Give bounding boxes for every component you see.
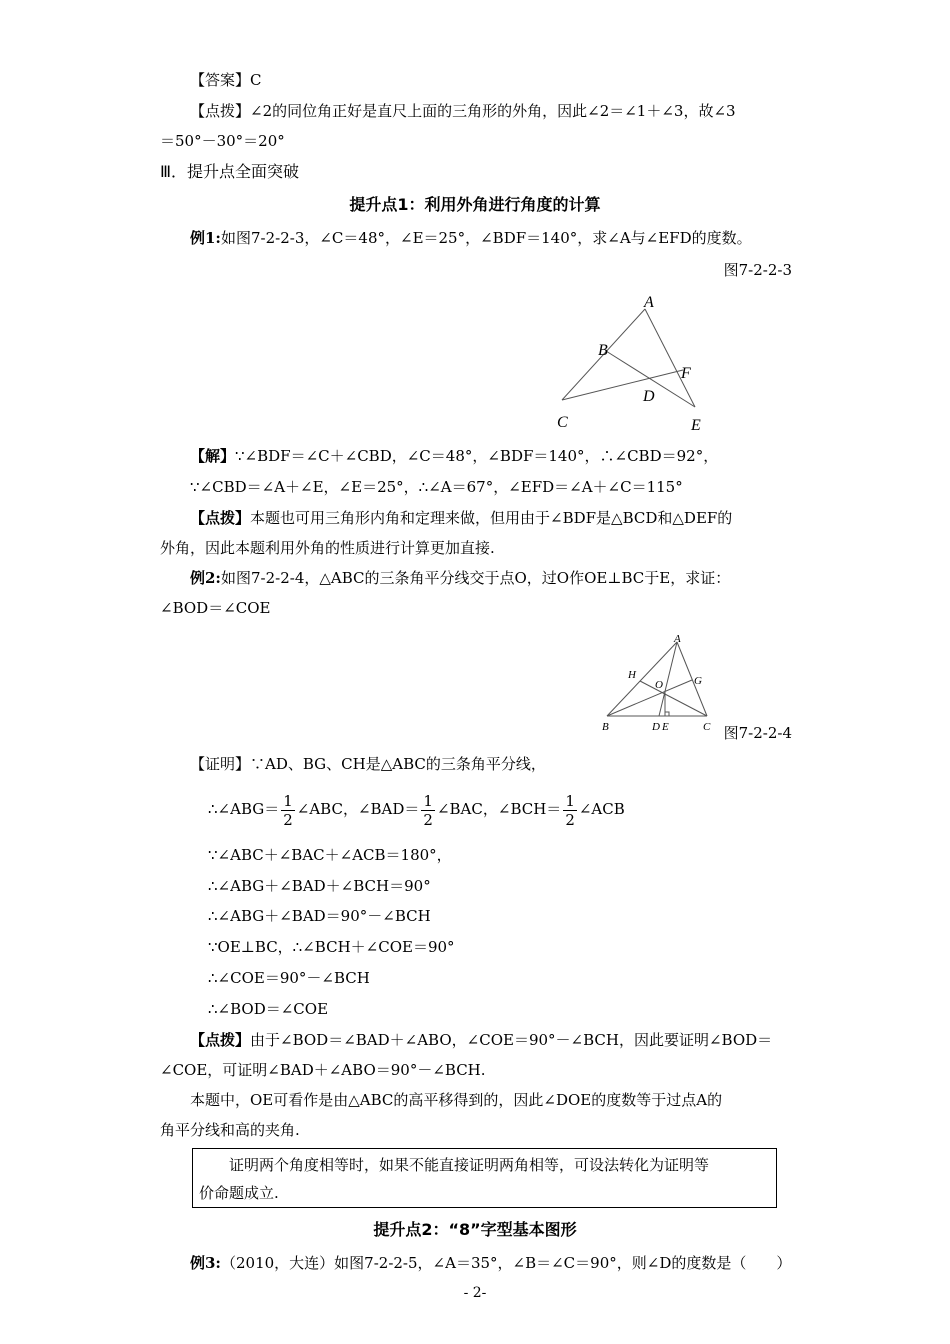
proof-line6: ∵OE⊥BC，∴∠BCH＋∠COE＝90° (208, 938, 455, 956)
example3-line: 例3:（2010，大连）如图7-2-2-5，∠A＝35°，∠B＝∠C＝90°，则∠D的度数是（ ） (190, 1254, 792, 1272)
boxed-note-line1: 证明两个角度相等时，如果不能直接证明两角相等，可设法转化为证明等 (229, 1156, 710, 1174)
fig1-label-D: D (643, 388, 655, 405)
tip2-label: 【点拨】 (190, 509, 251, 527)
figure-7-2-2-4 (595, 628, 725, 738)
fraction-half-2: $\frac{1}{2}$ (423, 791, 433, 829)
proof-line4: ∴∠ABG＋∠BAD＋∠BCH＝90° (208, 877, 431, 895)
example1-label: 例1: (190, 229, 221, 247)
example3-label: 例3: (190, 1254, 221, 1272)
tip2-line2: 外角，因此本题利用外角的性质进行计算更加直接. (160, 539, 495, 557)
example1-fig-caption: 图7-2-2-3 (723, 261, 792, 279)
solution1-line1: 【解】∵∠BDF＝∠C＋∠CBD，∠C＝48°，∠BDF＝140°，∴∠CBD＝92°， (190, 447, 719, 465)
proof-line3: ∵∠ABC＋∠BAC＋∠ACB＝180°， (208, 846, 452, 864)
fig1-label-C: C (557, 414, 568, 431)
fig2-label-B: B (602, 721, 609, 733)
answer-value: C (250, 71, 262, 89)
page-number: - 2- (463, 1285, 487, 1301)
boxed-note (192, 1148, 777, 1208)
point1-title: 提升点1：利用外角进行角度的计算 (349, 195, 601, 214)
line-AC (677, 642, 707, 716)
line-AB (607, 642, 677, 716)
fraction-half-1: $\frac{1}{2}$ (283, 791, 293, 829)
fig2-label-E: E (662, 721, 669, 733)
fraction-half-3: $\frac{1}{2}$ (565, 791, 575, 829)
example2-label: 例2: (190, 569, 221, 587)
section-title: Ⅲ．提升点全面突破 (160, 162, 300, 181)
fig2-label-G: G (694, 675, 702, 687)
figure-7-2-2-3 (550, 285, 720, 435)
fig2-label-H: H (628, 669, 636, 681)
tip1-line1: 【点拨】∠2的同位角正好是直尺上面的三角形的外角，因此∠2＝∠1＋∠3，故∠3 (190, 102, 736, 120)
fig1-label-E: E (691, 417, 701, 434)
proof-line5: ∴∠ABG＋∠BAD＝90°－∠BCH (208, 907, 431, 925)
answer-label: 【答案】 (190, 71, 251, 89)
remark-line1: 本题中，OE可看作是由△ABC的高平移得到的，因此∠DOE的度数等于过点A的 (190, 1091, 723, 1109)
tip3-line2: ∠COE，可证明∠BAD＋∠ABO＝90°－∠BCH. (160, 1061, 486, 1079)
fig1-label-A: A (644, 294, 654, 311)
solution1-label: 【解】 (190, 447, 236, 465)
proof-label: 【证明】 (190, 755, 251, 773)
example2-line1: 例2:如图7-2-2-4，△ABC的三条角平分线交于点O，过O作OE⊥BC于E，求证： (190, 569, 731, 587)
tip2-line1: 【点拨】本题也可用三角形内角和定理来做，但用由于∠BDF是△BCD和△DEF的 (190, 509, 733, 527)
tip3-line1: 【点拨】由于∠BOD＝∠BAD＋∠ABO，∠COE＝90°－∠BCH，因此要证明∠BOD＝ (190, 1031, 773, 1049)
fig2-label-D: D (652, 721, 660, 733)
proof-line1: 【证明】∵AD、BG、CH是△ABC的三条角平分线， (190, 755, 546, 773)
proof-line7: ∴∠COE＝90°－∠BCH (208, 969, 370, 987)
fig2-label-O: O (655, 679, 663, 691)
line-CF (562, 370, 683, 400)
remark-line2: 角平分线和高的夹角. (160, 1121, 300, 1139)
fig2-label-C: C (703, 721, 711, 733)
tip3-label: 【点拨】 (190, 1031, 251, 1049)
proof-line8: ∴∠BOD＝∠COE (208, 1000, 329, 1018)
tip1-label: 【点拨】 (190, 102, 251, 120)
boxed-note-line2: 价命题成立. (199, 1184, 279, 1202)
fig2-label-A: A (674, 633, 681, 645)
proof-line2: ∴∠ABG＝ $\frac{1}{2}$ ∠ABC，∠BAD＝ $\frac{1}{2}$ ∠BAC，∠BCH＝ $\frac{1}{2}$ ∠ACB (208, 791, 625, 829)
right-angle-mark (665, 712, 669, 716)
solution1-line2: ∵∠CBD＝∠A＋∠E，∠E＝25°，∴∠A＝67°，∠EFD＝∠A＋∠C＝115° (190, 478, 683, 496)
example2-fig-caption: 图7-2-2-4 (723, 724, 792, 742)
fig1-label-F: F (681, 365, 691, 382)
example2-line2: ∠BOD＝∠COE (160, 599, 271, 617)
fig1-label-B: B (598, 342, 608, 359)
answer-line (190, 70, 262, 90)
tip1-line2: ＝50°－30°＝20° (160, 132, 285, 150)
point2-title: 提升点2：“8”字型基本图形 (373, 1220, 577, 1239)
example1-line: 例1:如图7-2-2-3，∠C＝48°，∠E＝25°，∠BDF＝140°，求∠A与∠EFD的度数。 (190, 229, 752, 247)
